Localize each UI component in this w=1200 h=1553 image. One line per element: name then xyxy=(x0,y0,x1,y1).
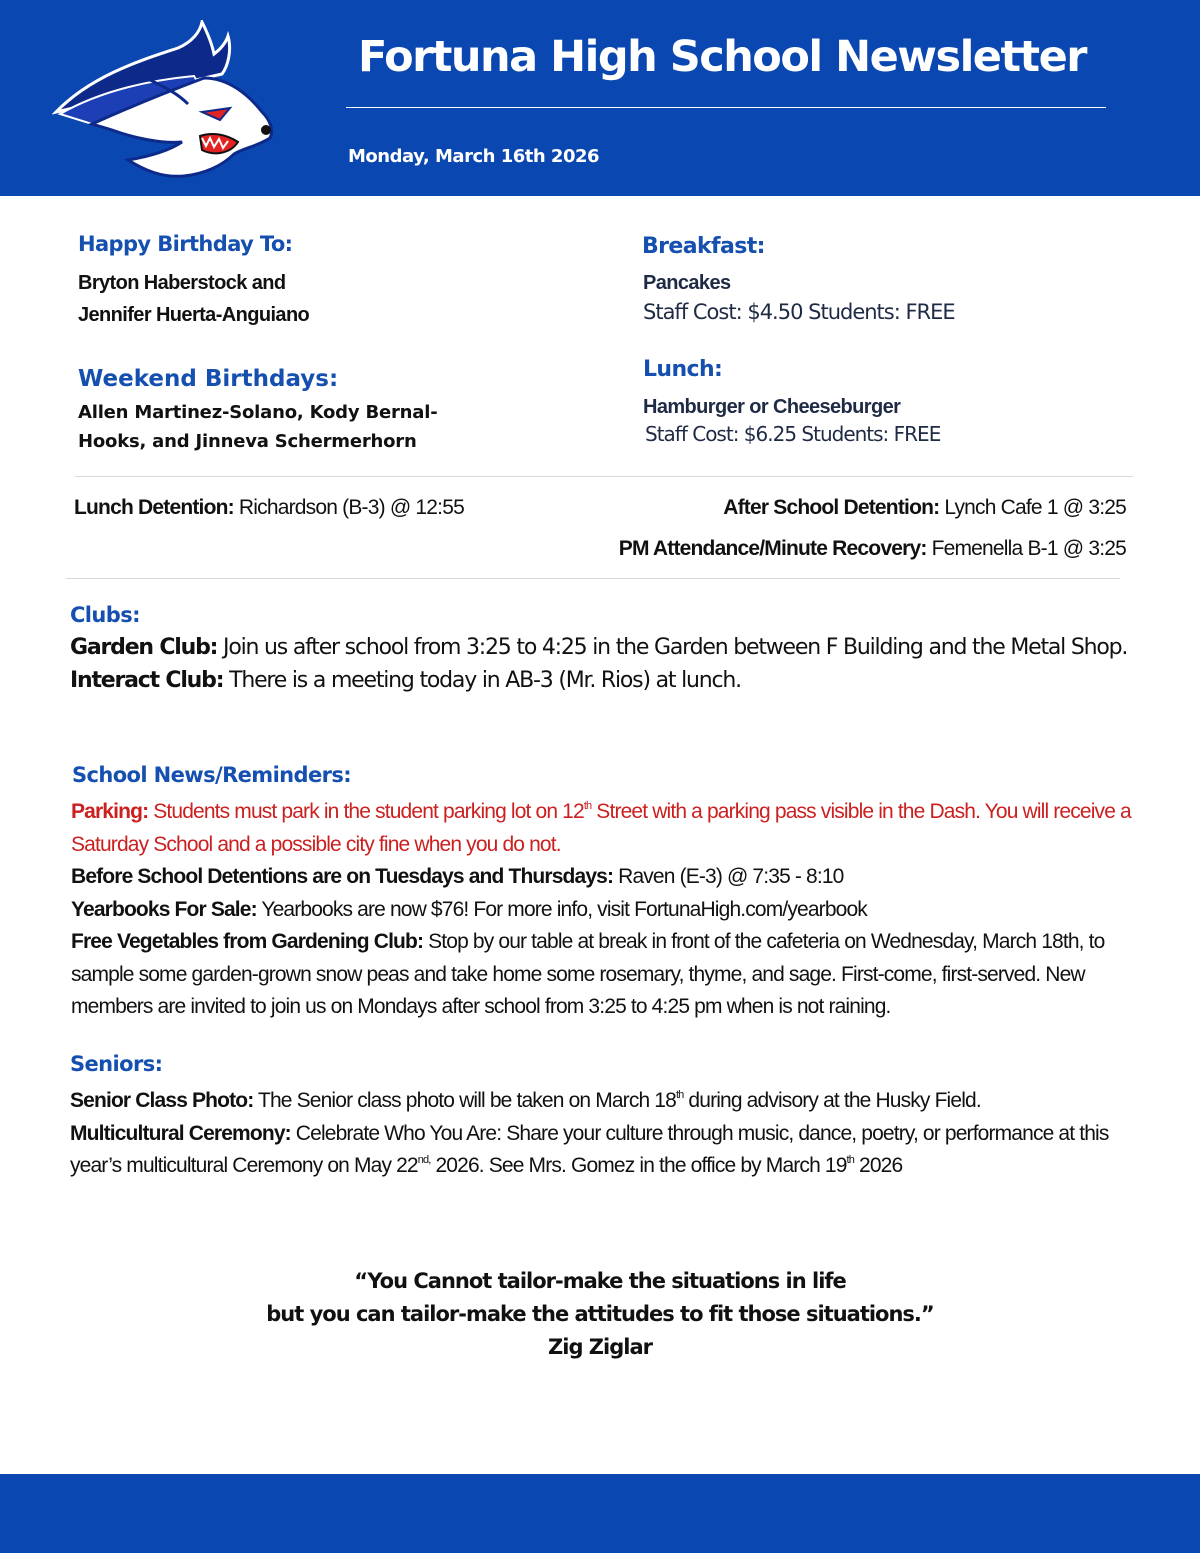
lunch-heading: Lunch: xyxy=(643,357,723,382)
pm-attendance xyxy=(619,537,1126,561)
multicultural-text-cont: 2026. See Mrs. Gomez in the office by March 19 xyxy=(430,1154,847,1177)
quote-line2: but you can tailor-make the attitudes to fit those situations.” xyxy=(266,1302,934,1326)
clubs-body xyxy=(70,631,1140,697)
yearbook-text: Yearbooks are now $76! For more info, visit FortunaHigh.com/yearbook xyxy=(256,897,867,921)
interact-club-text: There is a meeting today in AB-3 (Mr. Rios) at lunch. xyxy=(223,668,741,693)
parking-reminder xyxy=(71,796,1141,861)
news-body xyxy=(71,796,1141,1024)
lunch-item: Hamburger or Cheeseburger xyxy=(643,396,901,418)
newsletter-date: Monday, March 16th 2026 xyxy=(348,146,600,167)
quote-line1: “You Cannot tailor-make the situations in life xyxy=(354,1269,846,1293)
interact-club-item xyxy=(70,664,1140,697)
yearbook-reminder xyxy=(71,894,1141,927)
senior-photo-text-cont: during advisory at the Husky Field. xyxy=(683,1089,981,1112)
birthday-names-line2: Jennifer Huerta-Anguiano xyxy=(78,304,310,326)
parking-label: Parking: xyxy=(71,800,149,823)
quote-author: Zig Ziglar xyxy=(548,1335,652,1359)
birthday-names-line1: Bryton Haberstock and xyxy=(78,272,286,294)
pm-attendance-value: Femenella B-1 @ 3:25 xyxy=(926,537,1126,560)
before-school-text: Raven (E-3) @ 7:35 - 8:10 xyxy=(613,865,844,888)
lunch-detention-value: Richardson (B-3) @ 12:55 xyxy=(233,496,464,519)
multicultural-sup: th xyxy=(846,1154,855,1166)
parking-sup: th xyxy=(583,800,592,812)
vegetables-reminder xyxy=(71,926,1141,1024)
breakfast-cost: Staff Cost: $4.50 Students: FREE xyxy=(643,300,955,324)
seniors-body xyxy=(70,1085,1140,1183)
weekend-birthday-line1: Allen Martinez-Solano, Kody Bernal- xyxy=(78,402,438,423)
husky-mascot-icon xyxy=(52,20,278,185)
before-school-detention xyxy=(71,861,1141,894)
closing-quote xyxy=(0,1265,1200,1364)
vegetables-text: Stop by our table at break in front of the cafeteria on Wednesday, March 18th, to sample some garden-grown snow peas and take home some rosemary, thyme, and sage. First-come, first-served. New members are invited to join us on Mondays after school from 3:25 to 4:25 pm when is not raining. xyxy=(71,930,1105,1018)
birthday-heading: Happy Birthday To: xyxy=(78,232,293,256)
lunch-detention-label: Lunch Detention: xyxy=(74,496,234,519)
garden-club-item xyxy=(70,631,1140,664)
garden-club-label: Garden Club: xyxy=(70,635,218,660)
senior-photo-sup: th xyxy=(675,1089,684,1101)
section-divider xyxy=(75,476,1133,477)
multicultural-item xyxy=(70,1118,1140,1183)
header-divider xyxy=(346,107,1106,108)
section-divider xyxy=(66,578,1120,579)
pm-attendance-label: PM Attendance/Minute Recovery: xyxy=(618,537,927,560)
vegetables-label: Free Vegetables from Gardening Club: xyxy=(71,930,424,953)
senior-photo-item xyxy=(70,1085,1140,1118)
senior-photo-label: Senior Class Photo: xyxy=(70,1089,254,1112)
after-school-detention xyxy=(723,496,1126,520)
weekend-birthday-line2: Hooks, and Jinneva Schermerhorn xyxy=(78,431,417,452)
after-school-detention-label: After School Detention: xyxy=(723,496,940,519)
news-heading: School News/Reminders: xyxy=(72,763,352,787)
clubs-heading: Clubs: xyxy=(70,603,140,627)
newsletter-header xyxy=(0,0,1200,196)
weekend-birthday-heading: Weekend Birthdays: xyxy=(78,366,339,392)
parking-text-cont: Street with a parking pass visible in the Dash. You will receive a Saturday School and a possible city fine when you do not. xyxy=(71,800,1131,856)
after-school-detention-value: Lynch Cafe 1 @ 3:25 xyxy=(939,496,1126,519)
before-school-label: Before School Detentions are on Tuesdays and Thursdays: xyxy=(71,865,614,888)
breakfast-item: Pancakes xyxy=(643,272,731,294)
interact-club-label: Interact Club: xyxy=(70,668,224,693)
multicultural-sup: nd, xyxy=(417,1154,431,1166)
multicultural-label: Multicultural Ceremony: xyxy=(70,1121,291,1145)
yearbook-label: Yearbooks For Sale: xyxy=(71,897,257,921)
breakfast-heading: Breakfast: xyxy=(642,234,765,259)
parking-text: Students must park in the student parking lot on 12 xyxy=(148,800,584,823)
newsletter-footer xyxy=(0,1474,1200,1553)
lunch-detention xyxy=(74,496,464,520)
seniors-heading: Seniors: xyxy=(70,1052,163,1076)
multicultural-text-end: 2026 xyxy=(854,1154,903,1177)
senior-photo-text: The Senior class photo will be taken on March 18 xyxy=(253,1089,676,1112)
lunch-cost: Staff Cost: $6.25 Students: FREE xyxy=(645,422,941,446)
garden-club-text: Join us after school from 3:25 to 4:25 in the Garden between F Building and the Metal Shop. xyxy=(217,635,1128,660)
multicultural-text: Celebrate Who You Are: Share your culture through music, dance, poetry, or performance at this year’s multicultural Ceremony on May 22 xyxy=(70,1121,1109,1177)
newsletter-title: Fortuna High School Newsletter xyxy=(358,32,1086,82)
